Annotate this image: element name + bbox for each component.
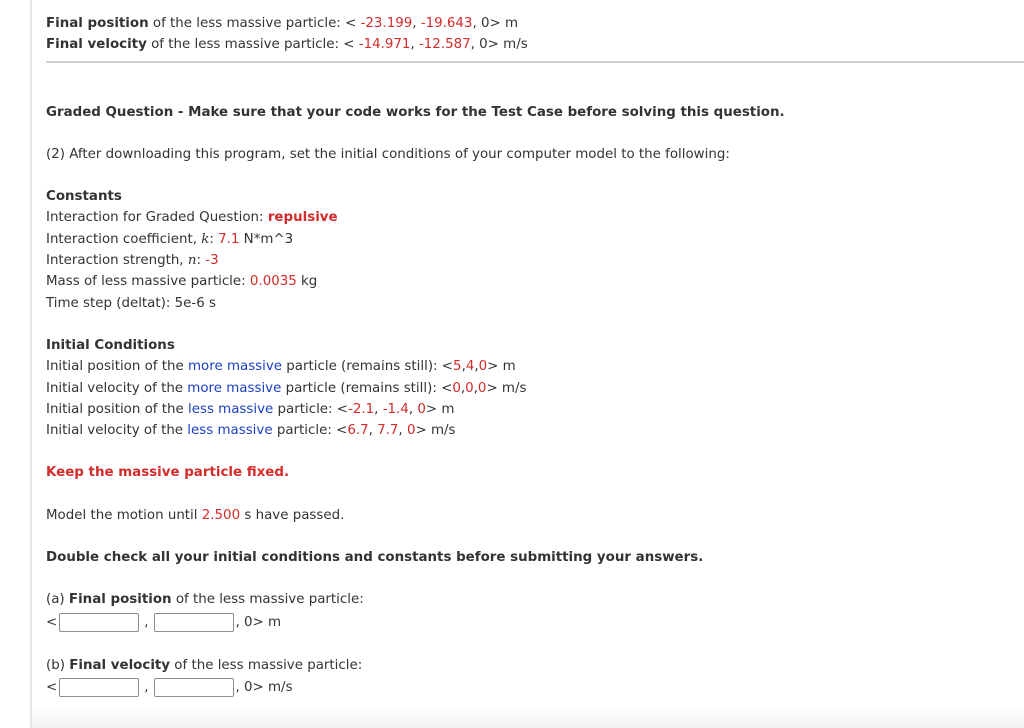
- left-border: [30, 0, 32, 728]
- double-check-note: Double check all your initial conditions and constants before submitting your answers.: [46, 550, 704, 566]
- part-b-label: (b) Final velocity of the less massive particle:: [46, 657, 363, 673]
- keep-fixed-note: Keep the massive particle fixed.: [46, 465, 290, 481]
- interaction-strength: Interaction strength, n: -3: [46, 253, 219, 269]
- initial-pos-less: Initial position of the less massive particle: <-2.1, -1.4, 0> m: [46, 401, 455, 417]
- final-position-y-input[interactable]: [154, 613, 234, 632]
- initial-heading: Initial Conditions: [46, 337, 175, 353]
- interaction-coefficient: Interaction coefficient, k: 7.1 N*m^3: [46, 231, 294, 247]
- part-b-answer: < , , 0> m/s: [46, 680, 293, 696]
- final-velocity-y-input[interactable]: [154, 678, 234, 697]
- section-divider: [46, 61, 1024, 63]
- graded-heading: Graded Question - Make sure that your code works for the Test Case before solving this question.: [46, 104, 785, 120]
- test-pos-y: -19.643: [420, 16, 473, 31]
- particle-mass: Mass of less massive particle: 0.0035 kg: [46, 274, 318, 290]
- test-final-velocity: Final velocity of the less massive particle: < -14.971, -12.587, 0> m/s: [46, 37, 528, 53]
- initial-pos-more: Initial position of the more massive particle (remains still): <5,4,0> m: [46, 359, 516, 375]
- test-pos-x: -23.199: [360, 16, 413, 31]
- constants-heading: Constants: [46, 189, 122, 205]
- test-vel-y: -12.587: [418, 37, 471, 53]
- final-position-x-input[interactable]: [59, 613, 139, 632]
- interaction-type: Interaction for Graded Question: repulsive: [46, 210, 338, 226]
- initial-vel-less: Initial velocity of the less massive particle: <6.7, 7.7, 0> m/s: [46, 423, 456, 439]
- question-content: [46, 13, 1016, 700]
- part-a-label: (a) Final position of the less massive particle:: [46, 592, 364, 608]
- final-velocity-x-input[interactable]: [59, 678, 139, 697]
- initial-vel-more: Initial velocity of the more massive particle (remains still): <0,0,0> m/s: [46, 380, 527, 396]
- time-step: Time step (deltat): 5e-6 s: [46, 295, 216, 311]
- bottom-fade: [32, 708, 1024, 728]
- graded-intro: (2) After downloading this program, set the initial conditions of your computer model to the following:: [46, 146, 730, 162]
- test-vel-x: -14.971: [358, 37, 411, 53]
- part-a-answer: < , , 0> m: [46, 615, 282, 631]
- model-duration: Model the motion until 2.500 s have passed.: [46, 507, 345, 523]
- test-final-position: Final position of the less massive particle: < -23.199, -19.643, 0> m: [46, 16, 519, 31]
